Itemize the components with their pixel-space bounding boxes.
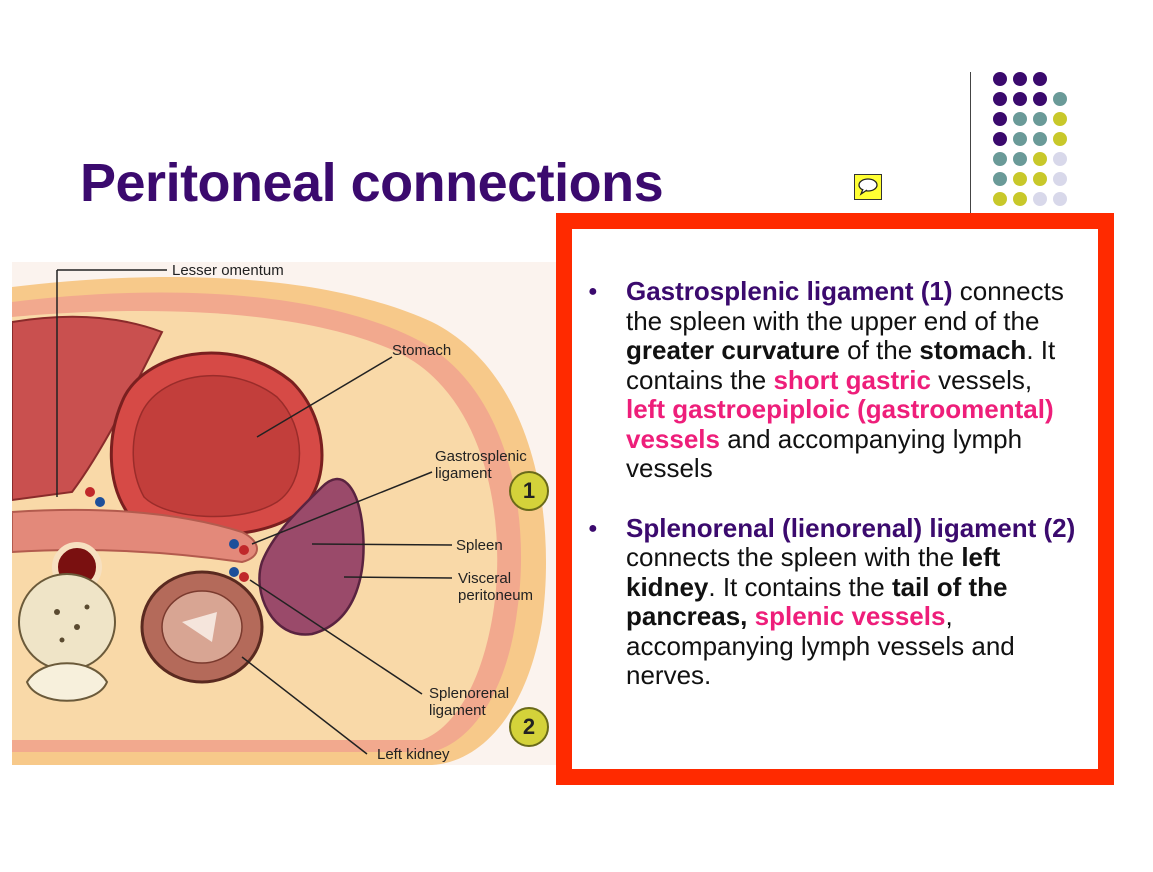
label-splenorenal-line2: ligament: [429, 702, 486, 719]
speech-bubble-icon[interactable]: [854, 174, 882, 200]
label-splenorenal-line1: Splenorenal: [429, 685, 510, 702]
decorative-dot: [993, 152, 1007, 166]
leader-line: [312, 544, 452, 545]
text-span: and accompanying lymph vessels: [626, 423, 1023, 483]
decorative-dot: [993, 72, 1007, 86]
decorative-dot: [1033, 92, 1047, 106]
decorative-dot: [1013, 172, 1027, 186]
bullet-icon: ●: [588, 519, 598, 537]
stomach-mucosa: [133, 376, 299, 517]
decorative-dot: [1033, 172, 1047, 186]
text-span: . It contains the: [708, 571, 892, 602]
bone-texture: [74, 624, 80, 630]
decorative-dot: [1013, 152, 1027, 166]
dot-grid-decoration: [990, 70, 1090, 210]
decorative-dot: [1053, 172, 1067, 186]
label-visceral-line1: Visceral: [458, 570, 512, 587]
vessel: [239, 545, 249, 555]
decorative-dot: [1013, 132, 1027, 146]
label-gastrosplenic-line2: ligament: [435, 465, 492, 482]
text-span: connects the spleen with the: [626, 542, 962, 572]
vessel: [239, 572, 249, 582]
bone-texture: [85, 605, 90, 610]
term-gastrosplenic: Gastrosplenic ligament (1): [626, 276, 953, 306]
label-left-kidney: Left kidney: [377, 746, 450, 763]
vessel: [229, 539, 239, 549]
info-box: [556, 213, 1114, 785]
decorative-dot: [1013, 192, 1027, 206]
bone-texture: [60, 638, 65, 643]
vessel: [229, 567, 239, 577]
highlight-span: left gastroepiploic (gastroomental) vessels: [626, 394, 1054, 454]
decorative-dot: [1053, 112, 1067, 126]
vessel: [95, 497, 105, 507]
decorative-dot: [1053, 92, 1067, 106]
decorative-dot: [993, 132, 1007, 146]
decorative-dot: [1013, 72, 1027, 86]
label-gastrosplenic-line1: Gastrosplenic: [435, 448, 527, 465]
anatomy-figure: [12, 262, 557, 765]
text-span: of the: [839, 335, 920, 365]
decorative-dot: [993, 172, 1007, 186]
decorative-dot: [1033, 72, 1047, 86]
list-item: [572, 277, 1098, 484]
vessel: [85, 487, 95, 497]
decorative-dot: [1013, 92, 1027, 106]
bullet-list: [572, 277, 1098, 691]
decorative-dot: [1033, 132, 1047, 146]
decorative-dot: [993, 192, 1007, 206]
marker-1: 1: [509, 471, 549, 511]
text-span: , accompanying lymph vessels and nerves.: [626, 601, 1015, 690]
decorative-dot: [993, 92, 1007, 106]
bullet-icon: ●: [588, 283, 598, 300]
decorative-dot: [1013, 112, 1027, 126]
highlight-span: short gastric: [773, 364, 931, 395]
decorative-dot: [1053, 192, 1067, 206]
decorative-dot: [1033, 192, 1047, 206]
term-splenorenal: Splenorenal (lienorenal) ligament (2): [626, 512, 1076, 543]
decorative-dot: [1053, 132, 1067, 146]
leader-line: [344, 577, 452, 578]
decorative-dot: [1033, 152, 1047, 166]
decorative-dot: [1053, 152, 1067, 166]
text-span: left kidney: [626, 542, 1001, 602]
bone-texture: [54, 609, 60, 615]
label-stomach: Stomach: [392, 342, 452, 359]
text-span: . It contains the: [626, 335, 1056, 395]
text-span: stomach: [919, 335, 1027, 365]
text-span: vessels,: [930, 364, 1033, 395]
text-span: connects the spleen with the upper end of the: [626, 276, 1064, 336]
decorative-dot: [993, 112, 1007, 126]
decorative-dot: [1033, 112, 1047, 126]
label-spleen: Spleen: [456, 537, 503, 554]
highlight-span: splenic vessels: [754, 601, 946, 631]
page-title: Peritoneal connections: [80, 153, 664, 213]
label-visceral-line2: peritoneum: [458, 587, 534, 604]
text-span: [747, 601, 754, 631]
vertebral-body: [19, 574, 115, 670]
list-item: [572, 514, 1098, 691]
text-span: tail of the pancreas,: [626, 571, 1008, 631]
label-lesser-omentum: Lesser omentum: [172, 262, 284, 279]
text-span: greater curvature: [626, 335, 840, 365]
marker-2: 2: [509, 707, 549, 747]
